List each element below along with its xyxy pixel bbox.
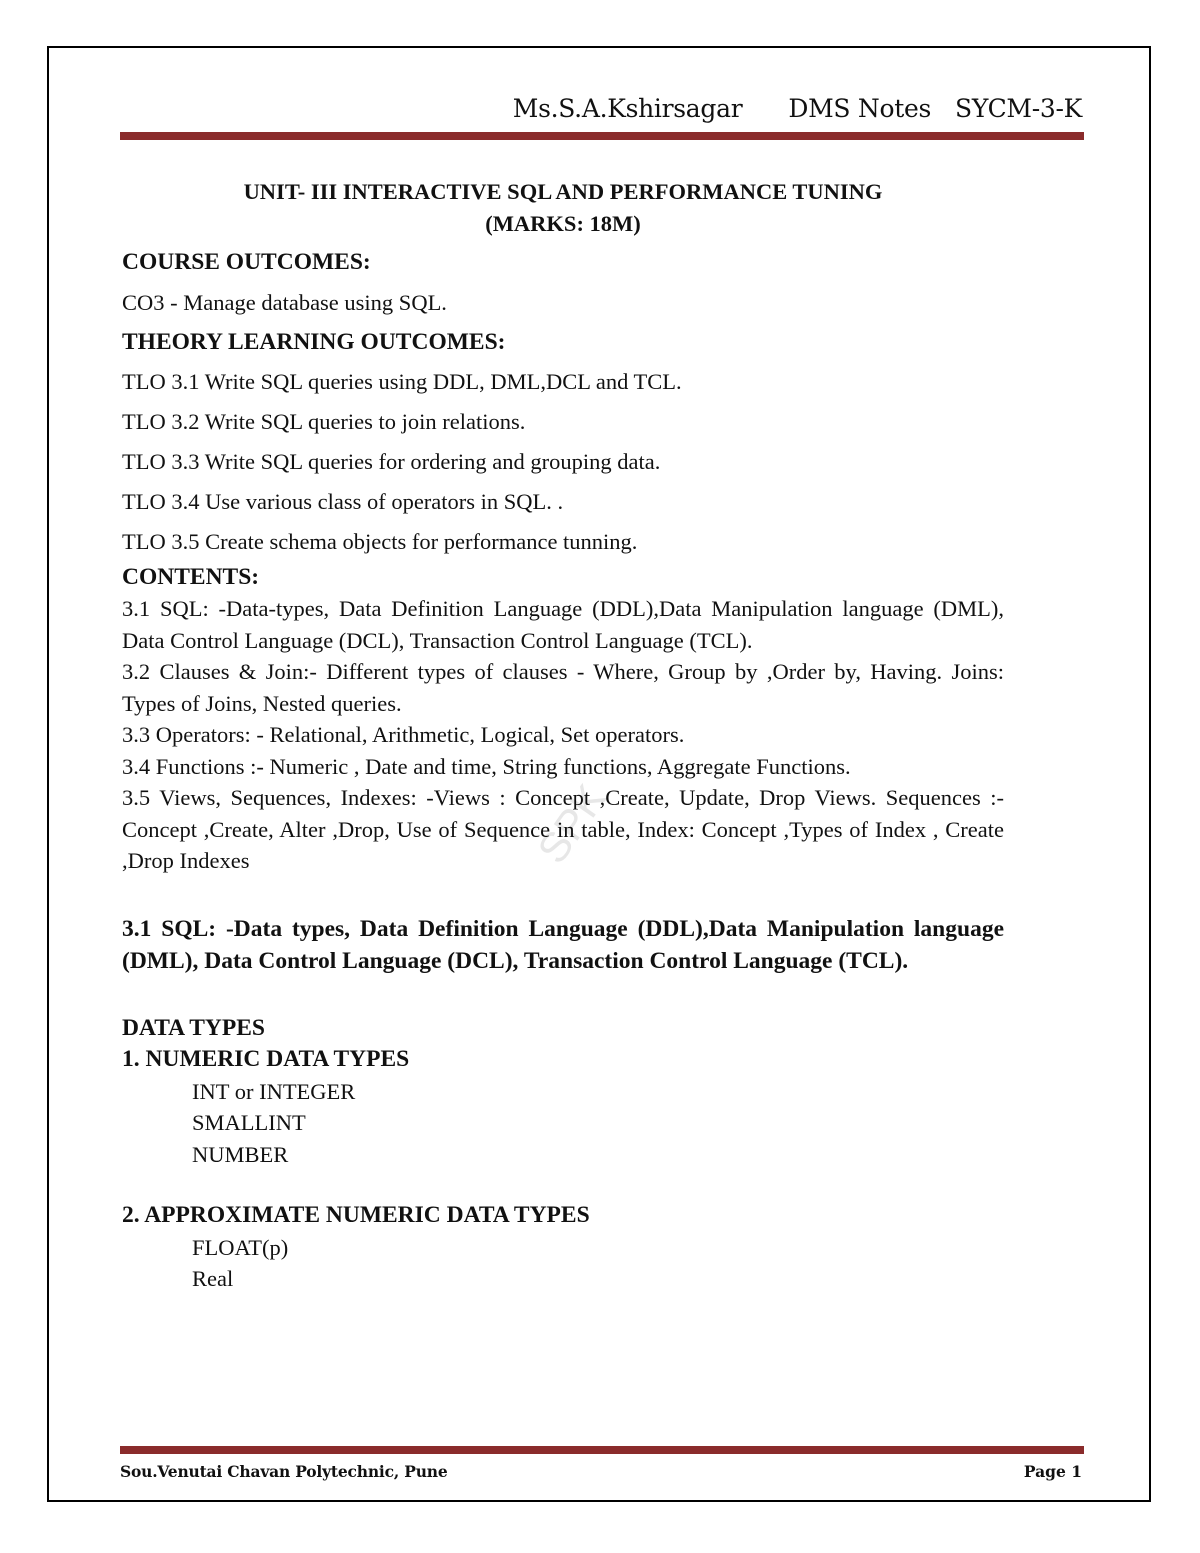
footer-page-number: Page 1 — [1023, 1462, 1082, 1481]
contents-item: 3.1 SQL: -Data-types, Data Definition Language (DDL),Data Manipulation language (DML), Data Control Language (DCL), Transaction Control Language (TCL). — [122, 596, 1004, 653]
unit-title-line2: (MARKS: 18M) — [485, 211, 641, 236]
header-subject: DMS Notes — [788, 94, 931, 123]
tlo-item: TLO 3.4 Use various class of operators in SQL. . — [122, 489, 564, 514]
footer-institution: Sou.Venutai Chavan Polytechnic, Pune — [120, 1462, 448, 1481]
tlo-item: TLO 3.3 Write SQL queries for ordering and grouping data. — [122, 449, 661, 474]
tlo-item: TLO 3.1 Write SQL queries using DDL, DML,DCL and TCL. — [122, 369, 682, 394]
unit-title-line1: UNIT- III INTERACTIVE SQL AND PERFORMANCE TUNING — [243, 179, 883, 204]
section-heading: 3.1 SQL: -Data types, Data Definition Language (DDL),Data Manipulation language (DML), Data Control Language (DCL), Transaction Control Language (TCL). — [122, 915, 1004, 974]
watermark: SPK — [528, 775, 615, 872]
header-class-code: SYCM-3-K — [955, 94, 1082, 123]
theory-outcomes-heading: THEORY LEARNING OUTCOMES: — [122, 328, 506, 355]
approx-type-item: Real — [192, 1266, 234, 1291]
tlo-item: TLO 3.5 Create schema objects for performance tunning. — [122, 529, 638, 554]
numeric-type-item: NUMBER — [192, 1141, 289, 1167]
spacer — [122, 977, 1004, 1013]
numeric-type-item: SMALLINT — [192, 1110, 306, 1135]
contents-heading: CONTENTS: — [122, 563, 260, 590]
course-outcomes-heading: COURSE OUTCOMES: — [122, 249, 371, 275]
document-body — [122, 176, 1004, 1295]
tlo-item: TLO 3.2 Write SQL queries to join relations. — [122, 409, 526, 434]
spacer — [122, 877, 1004, 913]
course-outcome-item: CO3 - Manage database using SQL. — [122, 289, 447, 315]
approx-type-item: FLOAT(p) — [192, 1234, 289, 1260]
footer-rule — [120, 1446, 1084, 1454]
spacer — [122, 1170, 1004, 1200]
unit-title — [122, 176, 1004, 240]
page-header — [513, 94, 1082, 123]
header-rule — [120, 132, 1084, 140]
contents-item: 3.5 Views, Sequences, Indexes: -Views : Concept ,Create, Update, Drop Views. Sequences :- Concept ,Create, Alter ,Drop, Use of Sequence in table, Index: Concept ,Types of Index , Create ,Drop Indexes — [122, 785, 1004, 873]
contents-item: 3.3 Operators: - Relational, Arithmetic, Logical, Set operators. — [122, 722, 685, 747]
header-author: Ms.S.A.Kshirsagar — [512, 94, 743, 123]
approx-types-heading: 2. APPROXIMATE NUMERIC DATA TYPES — [122, 1202, 590, 1228]
numeric-type-item: INT or INTEGER — [192, 1078, 356, 1104]
contents-item: 3.4 Functions :- Numeric , Date and time, String functions, Aggregate Functions. — [122, 753, 851, 779]
contents-item: 3.2 Clauses & Join:- Different types of clauses - Where, Group by ,Order by, Having. Joins: Types of Joins, Nested queries. — [122, 659, 1004, 716]
data-types-heading: DATA TYPES — [122, 1014, 265, 1041]
numeric-types-heading: 1. NUMERIC DATA TYPES — [122, 1046, 410, 1072]
